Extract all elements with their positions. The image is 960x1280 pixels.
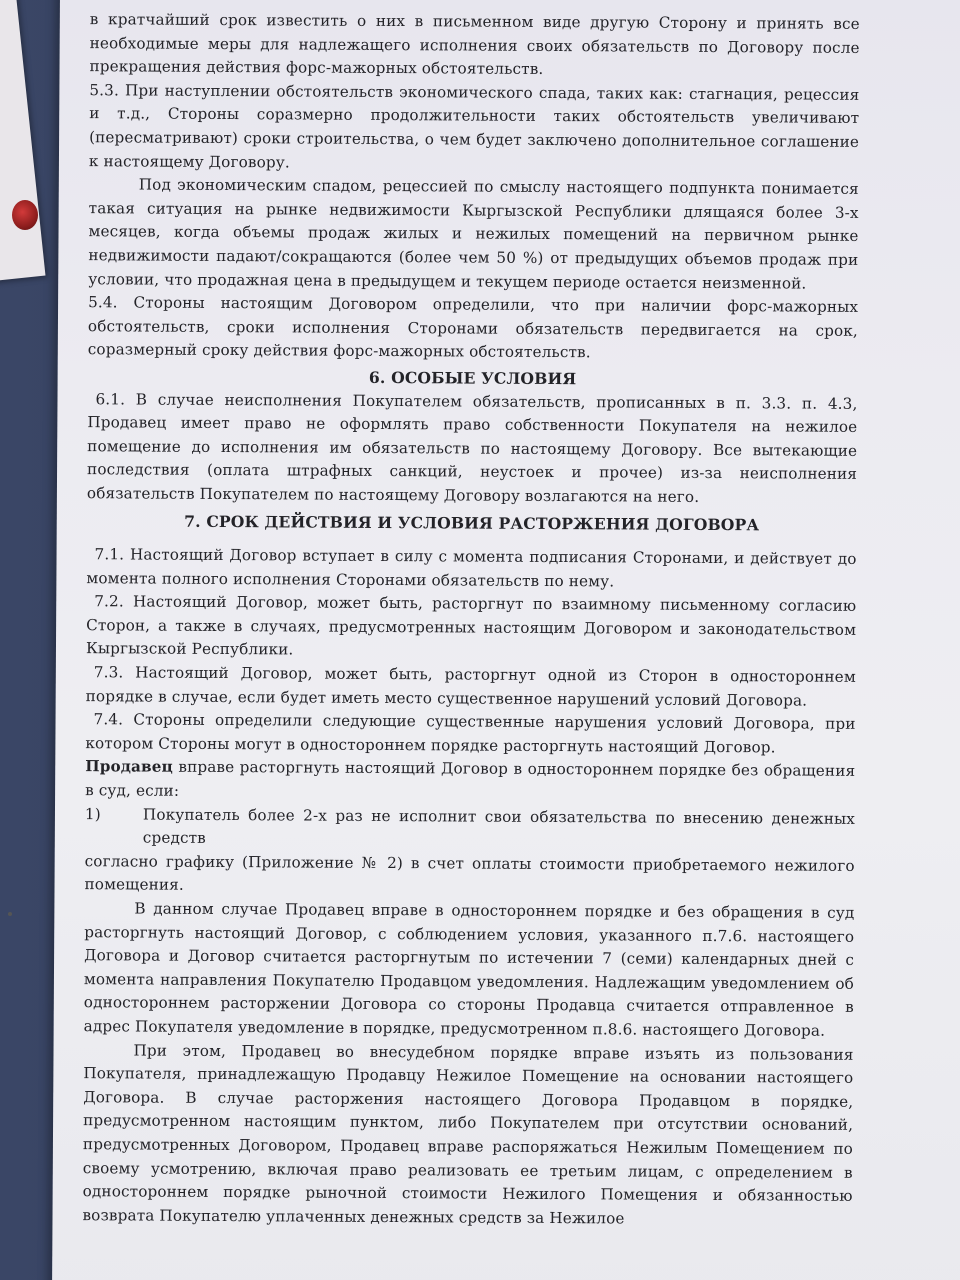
paragraph-7-3: 7.3. Настоящий Договор, может быть, расторгнут одной из Сторон в одностороннем порядке в случае, если будет иметь место существенное нарушений условий Договора. [85, 663, 856, 710]
paragraph-7-1: 7.1. Настоящий Договор вступает в силу с момента подписания Сторонами, и действует до момента полного исполнения Сторонами обязательств по нему. [86, 545, 857, 591]
paragraph-7-4: 7.4. Стороны определили следующие существенные нарушения условий Договора, при котором Стороны могут в одностороннем порядке расторгнуть настоящий Договор. [85, 710, 856, 757]
section-7-title: 7. СРОК ДЕЙСТВИЯ И УСЛОВИЯ РАСТОРЖЕНИЯ ДОГОВОРА [184, 512, 760, 535]
document-page [52, 0, 960, 1280]
list-item-text: Покупатель более 2-х раз не исполнит свои обязательства по внесению денежных средств [142, 805, 856, 848]
paragraph-seller-rights [85, 756, 855, 808]
underlying-page [0, 0, 45, 283]
seller-label: Продавец [85, 757, 174, 777]
list-item-1 [85, 803, 855, 855]
section-6-title: 6. ОСОБЫЕ УСЛОВИЯ [368, 367, 577, 389]
paragraph-5-2-continuation: в кратчайший срок известить о них в письменном виде другую Сторону и принять все необходимые меры для надлежащего исполнения своих обязательств по Договору после прекращения действия форс-мажорных обстоятельств. [89, 10, 860, 79]
paragraph-6-1: 6.1. В случае неисполнения Покупателем обязательств, прописанных в п. 3.3. п. 4.3, Продавец имеет право не оформлять право собственности Покупателя на нежилое помещение до исполнения им обязательств по настоящему Договору. Все вытекающие последствия (оплата штрафных санкций, неустоек и прочее) из-за неисполнения обязательств Покупателем по настоящему Договору возлагаются на него. [86, 389, 858, 506]
list-item-number: 1) [84, 804, 101, 823]
paragraph-5-4: 5.4. Стороны настоящим Договором определили, что при наличии форс-мажорных обстоятельств, сроки исполнения Сторонами обязательств передвигается на срок, соразмерный сроку действия форс-мажорных обстоятельств. [87, 293, 859, 362]
paragraph-withdrawal: При этом, Продавец во внесудебном порядке вправе изъять из пользования Покупателя, принадлежащую Продавцу Нежилое Помещение на основании настоящего Договора. В случае расторжения настоящего Договора Продавцом в порядке, предусмотренном настоящим пунктом, либо Покупателем при отсутствии оснований, предусмотренных Договором, Продавец вправе распоряжаться Нежилым Помещением по своему усмотрению, включая право реализовать ее третьим лицам, с определением в одностороннем порядке рыночной стоимости Нежилого Помещения и обязанностью возврата Покупателю уплаченных денежных средств за Нежилое [82, 1041, 854, 1228]
red-marker-cap [12, 200, 38, 230]
seller-rights-text: вправе расторгнуть настоящий Договор в одностороннем порядке без обращения в суд, если: [85, 758, 856, 800]
speck [8, 912, 12, 916]
paragraph-termination-case: В данном случае Продавец вправе в одностороннем порядке и без обращения в суд расторгнуть настоящий Договор, с соблюдением условия, указанного п.7.6. настоящего Договора и Договор считается расторгнутым по истечении 7 (семи) календарных дней с момента направления Покупателю Продавцом уведомления. Надлежащим уведомлением об одностороннем расторжении Договора со стороны Продавца считается отправленное в адрес Покупателя уведомление в порядке, предусмотренном п.8.6. настоящего Договора. [83, 899, 855, 1040]
paragraph-5-3: 5.3. При наступлении обстоятельств экономического спада, таких как: стагнация, рецессия и т.д., Стороны соразмерно продолжительности таких обстоятельств увеличивают (пересматривают) сроки строительства, о чем будет заключено дополнительное соглашение к настоящему Договору. [88, 80, 860, 171]
document-text [82, 8, 859, 1232]
paragraph-7-2: 7.2. Настоящий Договор, может быть, расторгнут по взаимному письменному согласию Сторон, а также в случаях, предусмотренных настоящим Договором и законодательством Кыргызской Республики. [85, 592, 857, 659]
list-item-continuation: согласно графику (Приложение № 2) в счет оплаты стоимости приобретаемого нежилого помещения. [84, 851, 855, 895]
paragraph-5-3-definition: Под экономическим спадом, рецессией по смыслу настоящего подпункта понимается такая ситуация на рынке недвижимости Кыргызской Республики длящаяся более 3-х месяцев, когда объемы продаж жилых и нежилых помещений на первичном рынке недвижимости падают/сокращаются (более чем 50 %) от предыдущих объемов продаж при условии, что продажная цена в предыдущем и текущем периоде остается неизменной. [88, 175, 859, 293]
